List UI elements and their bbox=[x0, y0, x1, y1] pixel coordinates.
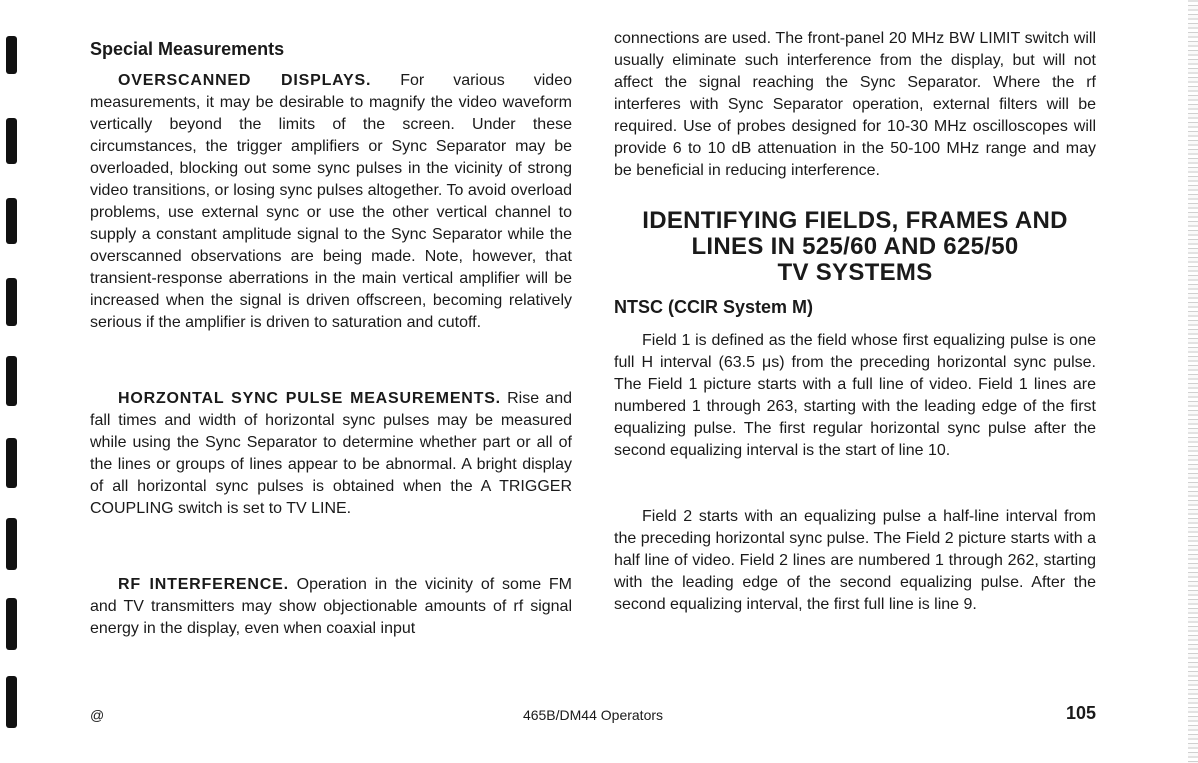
binding-hole bbox=[6, 198, 17, 244]
chapter-heading bbox=[614, 208, 1096, 286]
right-column bbox=[614, 28, 1096, 616]
paragraph-text: Rise and fall times and width of horizontal sync pulses may be measured while using the Sync Separator to determine whether part or all of the lines or groups of lines appear to be abnormal. A bright display of all horizontal sync pulses is obtained when the A TRIGGER COUPLING switch is set to TV LINE. bbox=[90, 390, 572, 517]
paragraph-field-1: Field 1 is defined as the field whose first equalizing pulse is one full H interval (63.5 μs) from the preceding horizontal sync pulse. The Field 1 picture starts with a full line of video. Field 1 lines are numbered 1 through 263, starting with the leading edge of the first equalizing pulse. The first regular horizontal sync pulse after the second equalizing interval is the start of line 10. bbox=[614, 332, 1096, 459]
binding-hole bbox=[6, 36, 17, 74]
section-title: Special Measurements bbox=[90, 39, 285, 59]
page-number: 105 bbox=[1065, 703, 1096, 723]
paragraph-continued: connections are used. The front-panel 20 MHz BW LIMIT switch will usually eliminate such interference from the display, but will not affect the signal reaching the Sync Separator. Where the rf interferes with Sync Separator operation, external filters will be required. Use of probes designed for 10-30 MHz oscilloscopes will provide 6 to 10 dB attenuation in the 50-100 MHz range and may be beneficial in reducing interference. bbox=[614, 30, 1096, 179]
binding-hole bbox=[6, 518, 17, 570]
footer-mark: @ bbox=[90, 707, 105, 723]
binding-hole bbox=[6, 438, 17, 488]
binding-hole bbox=[6, 118, 17, 164]
runin-heading: RF INTERFERENCE. bbox=[118, 576, 289, 593]
heading-line: IDENTIFYING FIELDS, FRAMES AND bbox=[642, 207, 1068, 234]
paragraph-text: For various video measurements, it may be desirable to magnify the video waveform vertically beyond the limits of the screen. Under these circumstances, the trigger amplifiers or Sync Separator may be overloaded, blocking out some sync pulses in the vicinity of strong video transitions, or losing sync pulses altogether. To avoid overload problems, use external sync or use the other vertical channel to supply a constant amplitude signal to the Sync Separator while the overscanned observations are being made. Note, however, that transient-response aberrations in the main vertical amplifier will be increased when the signal is driven offscreen, becoming relatively serious if the amplifier is driven to saturation and cutoff. bbox=[90, 72, 572, 331]
binding-hole bbox=[6, 598, 17, 650]
binding-holes bbox=[0, 0, 22, 763]
page-footer bbox=[90, 705, 1096, 729]
heading-line: TV SYSTEMS bbox=[777, 259, 933, 286]
binding-hole bbox=[6, 278, 17, 326]
binding-hole bbox=[6, 676, 17, 728]
left-column bbox=[90, 30, 572, 640]
footer-doc-title: 465B/DM44 Operators bbox=[522, 707, 664, 723]
paragraph-text: Operation in the vicinity of some FM and TV transmitters may show objectionable amounts of rf signal energy in the display, even when coaxial input bbox=[90, 576, 573, 637]
runin-heading: HORZONTAL SYNC PULSE MEASUREMENTS. bbox=[118, 390, 501, 407]
runin-heading: OVERSCANNED DISPLAYS. bbox=[118, 72, 372, 89]
subheading: NTSC (CCIR System M) bbox=[614, 297, 814, 317]
paragraph-rf-interference bbox=[90, 574, 572, 640]
heading-line: LINES IN 525/60 AND 625/50 bbox=[691, 233, 1019, 260]
paragraph-horizontal-sync bbox=[90, 388, 572, 520]
page-edge bbox=[1188, 0, 1198, 763]
paragraph-field-2: Field 2 starts with an equalizing pulse a half-line interval from the preceding horizontal sync pulse. The Field 2 picture starts with a half line of video. Field 2 lines are numbered 1 through 262, starting with the leading edge of the second equalizing pulse. After the second equalizing interval, the first full line is line 9. bbox=[614, 508, 1096, 613]
binding-hole bbox=[6, 356, 17, 406]
paragraph-overscanned-displays bbox=[90, 70, 572, 334]
